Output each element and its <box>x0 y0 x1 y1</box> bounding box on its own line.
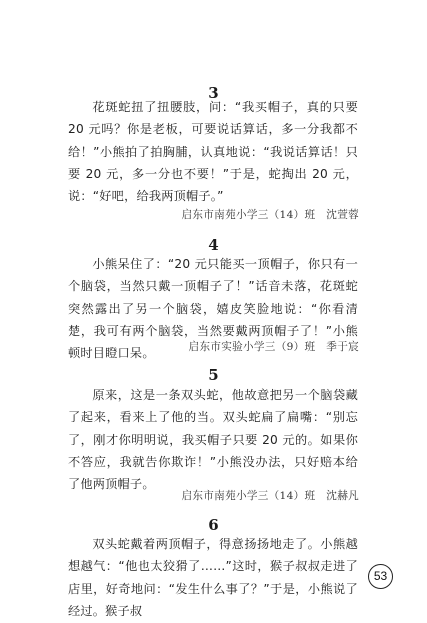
section-number-6: 6 <box>208 516 219 534</box>
section-3-paragraph: 花斑蛇扭了扭腰肢，问：“我买帽子，真的只要 20 元吗？你是老板，可要说话算话，多一分我都不给！”小熊拍了拍胸脯，认真地说：“我说话算话！只要 20 元，多一分也不要！”于是，蛇掏出 20 元，说：“好吧，给我两顶帽子。” <box>68 100 358 204</box>
section-4-paragraph: 小熊呆住了：“20 元只能买一顶帽子，你只有一个脑袋，当然只戴一顶帽子了！”话音未落，花斑蛇突然露出了另一个脑袋，嬉皮笑脸地说：“你看清楚，我可有两个脑袋，当然要戴两顶帽子了！”小熊顿时目瞪口呆。 <box>68 257 358 361</box>
section-number-3: 3 <box>208 84 219 102</box>
section-5-attribution: 启东市南苑小学三（14）班 沈赫凡 <box>181 490 359 502</box>
section-5-paragraph: 原来，这是一条双头蛇，他故意把另一个脑袋藏了起来，看来上了他的当。双头蛇扁了扁嘴：“别忘了，刚才你明明说，我买帽子只要 20 元的。如果你不答应，我就告你欺诈！”小熊没办法，只好赔本给了他两顶帽子。 <box>68 388 358 492</box>
section-4-attribution: 启东市实验小学三（9）班 季于宸 <box>188 341 359 353</box>
section-6-paragraph: 双头蛇戴着两顶帽子，得意扬扬地走了。小熊越想越气：“他也太狡猾了……”这时，猴子叔叔走进了店里，好奇地问：“发生什么事了？”于是，小熊说了经过。猴子叔 <box>68 537 358 618</box>
section-number-5: 5 <box>208 366 219 384</box>
section-3-attribution: 启东市南苑小学三（14）班 沈萱蓉 <box>181 209 359 221</box>
page-number-badge: 53 <box>368 564 393 589</box>
section-number-4: 4 <box>208 236 219 254</box>
